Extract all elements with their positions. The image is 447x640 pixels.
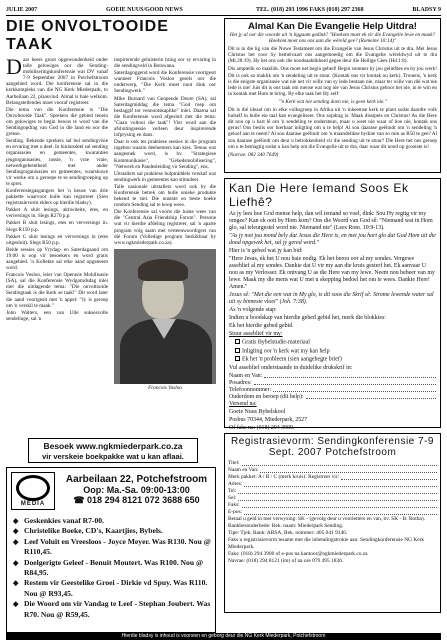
article-paragraph: Die Konferensie sal voorts die luiste wees van die "Central Asia Friendship Forum". Persone wat vir hierdie afdeling registreer, sal 'n aparte program volg saam met verteenwoordigers van dié Forum (Volledige program beskikbaar by www.ngkmiederpark.co.za). bbox=[114, 209, 216, 246]
field-label: Telefoonnommer: bbox=[229, 386, 272, 393]
field-label: Faks: bbox=[228, 502, 240, 508]
form-field bbox=[228, 488, 437, 495]
article-title: DIE ONVOLTOOIDE TAAK bbox=[6, 18, 169, 53]
media-logo bbox=[11, 472, 55, 510]
registration-notes bbox=[228, 516, 437, 565]
contact-fields bbox=[229, 373, 436, 401]
evangelie-paragraph: Dit is in die lig van die Nuwe Testament om die Evangelie van Jesus Christus uit te dra. Met Jesus Christus het voor Sy hemelvaart ons aangemoedig om die Evangelie wêreldwyd uit te dra (Mt.28:19). Hy het ons ook die noodsaaklikheid gegee deur die Heilige Gees (Hd.1:8). bbox=[228, 46, 437, 65]
option-label: Gratis Bybelstudie-materiaal bbox=[242, 339, 310, 346]
form-field bbox=[228, 509, 437, 516]
article bbox=[6, 18, 216, 391]
article-paragraph: inspirerende geluisterin bring oor sy ervaring in die sendingveld in Botswana. bbox=[114, 57, 216, 70]
address-line: Posbus 70344, Miederpark, 2527 bbox=[229, 416, 308, 423]
ad-hours: Oop: Ma.-Sa. 09:00-13:00 bbox=[83, 485, 190, 495]
article-paragraph: Daar is ook tes praktiese sessies in die program ingebou waarin deelnemers kan kies. Temas wat aangesnek word, is bv. "Strategiese Kommunikasie", "Gebedsmobilisering", "Netwerk en Pandesleiding vir Sending", ens. bbox=[114, 139, 216, 170]
form-field bbox=[229, 387, 436, 394]
ad-item: ◆ Doelgerigte Geleef - Benuit Moutert. Was R100. Nou @ R84,95. bbox=[13, 558, 213, 579]
fill-note: Vul asseblief onderstaande in duidelike drukskrif in: bbox=[229, 364, 353, 371]
website-line-2: vir verskeie boekpakke wat u kan aflaai. bbox=[42, 452, 184, 461]
header-paper: GOEIE NUUS/GOOD NEWS bbox=[106, 7, 183, 13]
field-line[interactable] bbox=[254, 380, 436, 386]
ad-item: ◆ Leef Voluit en Vreesloos - Joyce Meyer. Was R130. Nou @ R110,45. bbox=[13, 537, 213, 558]
option-label: Ek het 'n probleem (sien aangehegte brief) bbox=[242, 356, 342, 363]
form-field bbox=[228, 502, 437, 509]
article-paragraph: Die tema van die Konferensie is "Die Onvoltooide Taak". Sprekers dié gebied tenein om gelowiges te begin bewus te word van die Sendingopdrag van God in die land en oor die grense. bbox=[6, 106, 108, 138]
registration-box bbox=[224, 433, 441, 613]
evangelie-paragraph: "'n Kerk wat nie sending doen nie, is geen kerk nie." bbox=[278, 98, 387, 105]
portrait-photo bbox=[114, 249, 216, 384]
field-label: Naam en Van: bbox=[228, 467, 259, 473]
evangelie-paragraph: Dis amptelik so makliik. Ons moet net begin gebed! Begin sommer by jou geliefdes en by jou werk! Dit is ook so maklik om 'n sendeling uit te stuur. (Kontak ons vir kontak ou kerk). Trouens, 'n kerk is die enigste organisasie wat nie net vir wille van sy lede bestaan nie, maar ter wille van dié wat nie lede is nie! Juis dit is ons taak om mense wat nog nie van Jesus Christus gehoor het nie, in te win en in kontak met Hom te bring. By elke taak het Hy self: bbox=[228, 66, 437, 97]
field-label: Titel: bbox=[228, 460, 240, 466]
prayer-paragraph: Hier is 'n gebed wat jy kan bid: bbox=[229, 248, 303, 254]
ad-item: ◆ Christelike Boeke, CD's, Kaartjies, Bybels. bbox=[13, 526, 213, 536]
send-address bbox=[229, 409, 436, 432]
logo-text: MEDIA bbox=[20, 501, 46, 507]
header-page: BLADSY 9 bbox=[412, 7, 441, 13]
ad-item: ◆ Geskenkies vanaf R7-00. bbox=[13, 516, 213, 526]
ad-item: ◆ Die Woord om vir Vandag te Leef - Stephan Joubert. Was R70. Nou @ R59,45. bbox=[13, 599, 213, 620]
article-paragraph: Talle nasionale uitstallers word ook by die Konferensie betrek om hulle unieke produkte bekend te stel. Die nuutste en beste boeke rondom Sending sal te koop wees. bbox=[114, 183, 216, 209]
field-line[interactable] bbox=[260, 467, 437, 473]
page-footer: Hierdie bladsy is inhoud is voorsien en geborg deur die NG Kerk Miederpark, Potchefstroom bbox=[6, 633, 441, 640]
evangelie-body bbox=[228, 32, 437, 158]
field-line[interactable] bbox=[264, 373, 436, 379]
request-label: Stuur asseblief vir my: bbox=[229, 331, 283, 337]
field-line[interactable] bbox=[273, 387, 436, 393]
logo-ring-icon bbox=[16, 475, 50, 501]
field-line[interactable] bbox=[306, 394, 436, 400]
evangelie-paragraph: Dit is dié ideaal om in elke volksgroep in Afrika uit 'n inheemse kerk te plant sodat daardie volk hulself in hulle eie taal kan evangeliseer. Ons sopdrag is: Maak dissipels en Christus! As die Here dit nou op u hart lê om 'n sendeling te ondersteun, maar u weet nie waar of hoe nie, kontak ons gerus! Ons beslis oor hierbaar inligting om u te help! Al sou daarase geëlindr om 'n sendeling 'n geloof aan te neem? Al sou daarase geëlindr om 'n maandelikse bydrae van so min as R50 te gee? Al sou daarase geëlindr om deur u betrokkenheid vir die sending uit te stuur? Die Here het ons geroep om u te bemagtig sodat u kan help om die Evangelie uit te dra, daar waar dit nood op grootste is! bbox=[228, 107, 437, 150]
prayer-body bbox=[229, 211, 436, 432]
form-field bbox=[229, 380, 436, 387]
article-paragraph: Beide sessies op Vrydag- en Saterdagaand om 19:00 is oop vir besoekers en word gratis aangebied. 'n Kollekte sal elke aand opgeneem word. bbox=[6, 246, 108, 272]
article-paragraph: Pakket C sluit lesings en verversings in (etes uitgesluit). Slegs R50 p.p. bbox=[6, 233, 108, 246]
request-option bbox=[229, 356, 436, 364]
request-options bbox=[229, 339, 436, 364]
prayer-paragraphs bbox=[229, 211, 436, 330]
registration-body bbox=[228, 460, 437, 565]
prayer-paragraph: "Here Jesus, ek het U nou baie nodig. Ek het berou oor al my sondes. Vergewe asseblief al my sondes. Dankie dat U vir my aan die kruis gesterf het. Ek aanvaar U nou as my Verlosser. Ek ontvang U as die Here van my lewe. Neem nou beheer van my lewe. Maak my die mens wat U met u skepping bedoel het om te wees. Dankie Here! Amen." bbox=[229, 256, 435, 290]
field-line[interactable] bbox=[242, 460, 438, 466]
field-label: Merk pakket: A / B / C (merk kruis): Registreer vir: bbox=[228, 474, 340, 480]
photo-caption: Francois Vosloo bbox=[148, 384, 182, 391]
article-column-2 bbox=[114, 57, 216, 391]
registration-note: Faks: (018) 294 3900 of e-pos na kantoor@ngkmiederpark.co.za bbox=[228, 551, 368, 557]
article-column-1 bbox=[6, 54, 108, 391]
header-rule bbox=[6, 15, 441, 16]
article-paragraph: Pakket B sluit lesings, etes en verversings in. Slegs R150 p.p. bbox=[6, 220, 108, 233]
ad-phone-text: 018 294 8121 072 3688 650 bbox=[87, 495, 200, 505]
ad-address: Aarbeilaan 22, Potchefstroom bbox=[65, 474, 208, 485]
ad-list bbox=[13, 516, 213, 620]
registration-fields bbox=[228, 460, 437, 516]
field-label: Tel: bbox=[228, 488, 237, 494]
prayer-paragraph: As 'n volgende stap: bbox=[229, 307, 277, 313]
registration-note: Tipe: Tjek, Bank: ABSA, Rek. nommer: 405 041 9146. bbox=[228, 530, 348, 536]
field-label: Sel: bbox=[228, 495, 237, 501]
checkbox-icon[interactable] bbox=[235, 348, 240, 353]
form-field bbox=[228, 495, 437, 502]
prayer-paragraph: "As jy met jou mond bely dat Jesus die Here is, en met jou hart glo dat God Hom uit die dood opgewek het, sal jy gered word." bbox=[229, 233, 436, 246]
send-label: Versend na: bbox=[229, 400, 257, 407]
article-paragraph: aar heers groot opgewondenheid onder talle gelowiges oor die Sending-mobiliseringskonferensie wat DV vanaf 7-9 September 2007 in Potchefstroom aangebied word. Die konferensie sal in die kerkkompleks van die NG Kerk Miederpark, to Aarbeilaan 22, plaasvind. Almal is baie welkom. Belangstellendes moet vooraf registreer. bbox=[6, 57, 108, 106]
field-label: Ouderdom en beroep (dit help): bbox=[229, 393, 304, 400]
drop-cap: D bbox=[6, 54, 22, 79]
field-line[interactable] bbox=[341, 474, 437, 480]
article-paragraph: Konferensiegasgangers het 'n keuse van drie pakkette waarvoor hulle kan registreer (Sien registrasievorm elders op hierdie bladsy). bbox=[6, 187, 108, 207]
checkbox-icon[interactable] bbox=[235, 356, 240, 361]
website-box bbox=[28, 438, 198, 463]
form-field bbox=[228, 467, 437, 474]
article-paragraph: Sending. Bekende sprekers sal hul sendingvisie en ervaring met u deel. In hinlutsdeel sal sending organisasies en gemeentes, kwaranties jeugorganisasies, rassie, 'n vrae vraie, netwerkgeleentheid met ander Sendingorganisasies en gemeentes, waarskuwe vir werke om u geroepe te se sendingroeping op te sprei. bbox=[6, 138, 108, 187]
registration-note: Betaal u geld in met verwysing: SK - (gevolg deur u voorletters en van, bv. SK - B. Botha). bbox=[228, 516, 425, 522]
article-paragraph: Uitstallers sal praktiese hulpmiddels verskaf wat sendingwerk in gemeentes kan stimuleer. bbox=[114, 170, 216, 183]
website-line-1: Besoek www.ngkmiederpark.co.za bbox=[43, 441, 183, 451]
ad-item: ◆ Restem vir Geestelike Groei - Dirkie vd Spuy. Was R110. Nou @ R93,45. bbox=[13, 578, 213, 599]
article-paragraph: Francois Vosloo, leier van Operasie Mobilisasie (SA), sal die Konferensie Wydgomdsdag inlei met die uitdagende tema: "Die onvoltooide Sendingtaak is die Kerk se taak!" Dit word later die aand voortgesit met 'n appel: "Jy is geroep om 'n verskil te maak." bbox=[6, 272, 108, 309]
prayer-box bbox=[224, 178, 441, 431]
form-field bbox=[228, 481, 437, 488]
ad-address-block bbox=[59, 474, 214, 506]
form-field bbox=[228, 474, 437, 481]
registration-note: Faks u registrasievorm tesame met die inbetalingstrokie aan: Sendingkonferensie NG Kerk Miederpark. bbox=[228, 537, 425, 550]
evangelie-box bbox=[224, 18, 441, 173]
evangelie-paragraph: Het jy al oor die woorde uit 'n liggaam gedink? "Hoekom moet ek vir die Evangelie lewe en maak? Hoekom moet ons ons aan die wêreld gee? (Romeine 10:14)" bbox=[229, 32, 436, 45]
registration-note: Bankbesonderhede: Rek. naam: Miederpark Sending. bbox=[228, 523, 344, 529]
prayer-paragraph: Jesus sê: "Met die een wat in My glo, is dit soos die Skrif sê: Strome lewende water sal uit sy binneste vloei" (Joh. 7:38). bbox=[229, 292, 434, 305]
address-line: Goeie Nuus Bybelskool bbox=[229, 408, 286, 415]
registration-title: Registrasievorm: Sendingkonferensie 7-9 Sept. 2007 Potchefstroom bbox=[231, 436, 434, 458]
article-paragraph: Mike Burnard van Geopende Deure (SA), sal Saterdagmiddag die tema "God roep om beslaggif tot vennootskaplike" inlei. Daarna sal die Konferensie word afgesluit met die tema: "Gaan voltooi die taak"! Vier word aan die afsluitingsessie verleen deur inspirerende lofprysing en dans. bbox=[114, 95, 216, 139]
request-option bbox=[229, 348, 436, 356]
address-line: Of faks na: (018) 294 3900. bbox=[229, 424, 295, 431]
prayer-title: Kan Die Here Iemand Soos Ek Liefhê? bbox=[229, 181, 409, 209]
field-label: Naam en Van: bbox=[229, 372, 263, 379]
form-field bbox=[228, 460, 437, 467]
request-option bbox=[229, 339, 436, 347]
option-label: Inligting oor 'n kerk wat my kan help bbox=[242, 348, 330, 354]
header-date: JULIE 2007 bbox=[6, 7, 38, 13]
right-column bbox=[224, 18, 441, 613]
article-columns bbox=[6, 54, 216, 391]
field-label: Posadres: bbox=[229, 379, 252, 386]
field-label: E-pos: bbox=[228, 509, 243, 515]
evangelie-title: Almal Kan Die Evangelie Help Uitdra! bbox=[247, 21, 417, 32]
field-line[interactable] bbox=[244, 481, 437, 487]
header-contact: TEL. (018) 293 1996 FAKS (018) 297 2368 bbox=[256, 7, 364, 13]
field-line[interactable] bbox=[238, 495, 437, 501]
registration-note: Navrae: (018) 294 8121 (im) of na ure 079 495 1836. bbox=[228, 558, 344, 564]
prayer-paragraph: As jy lees hoe God mense help, dan wil iemand so voel, dink: Sou Hy regtig vir my omgee? Kan ek ooit by Hom kom? Ons die Woord van God sê: "Niemand wat in Hom glo, sal teleurgestel word nie. Niemand nie" (Lees Rom. 10:9-13). bbox=[229, 211, 433, 231]
checkbox-icon[interactable] bbox=[235, 339, 240, 344]
article-paragraph: John Walters, een van Ulle suksesvolle sendelinge, sal 'n bbox=[6, 309, 108, 322]
field-line[interactable] bbox=[244, 509, 437, 515]
media-ad bbox=[6, 467, 216, 633]
form-field bbox=[229, 373, 436, 380]
article-paragraph: Saterdagoggend word die Konferensie voortgesit wanneer Francois Vosloo gesels oor die onderwerp, "Die Kerk moet nuut dink oor Sendingwerk." bbox=[114, 70, 216, 95]
field-label: Adres: bbox=[228, 481, 243, 487]
prayer-paragraph: Indien u boodskap van hierdie gebed gebid het, merk die blokkies: bbox=[229, 315, 386, 321]
form-field bbox=[229, 394, 436, 401]
evangelie-paragraph: (Navrae: 082 340 7649) bbox=[228, 151, 279, 158]
field-line[interactable] bbox=[242, 502, 437, 508]
article-paragraph: Pakket A sluit lesings, aktiwiteite, etes, en verversings in. Slegs R270 p.p. bbox=[6, 207, 108, 220]
article-column-2-text bbox=[114, 57, 216, 246]
prayer-paragraph: Ek het hierdie gebed gebid. bbox=[229, 323, 294, 329]
field-line[interactable] bbox=[238, 488, 437, 494]
ad-phone: ☎ 018 294 8121 072 3688 650 bbox=[73, 495, 200, 505]
